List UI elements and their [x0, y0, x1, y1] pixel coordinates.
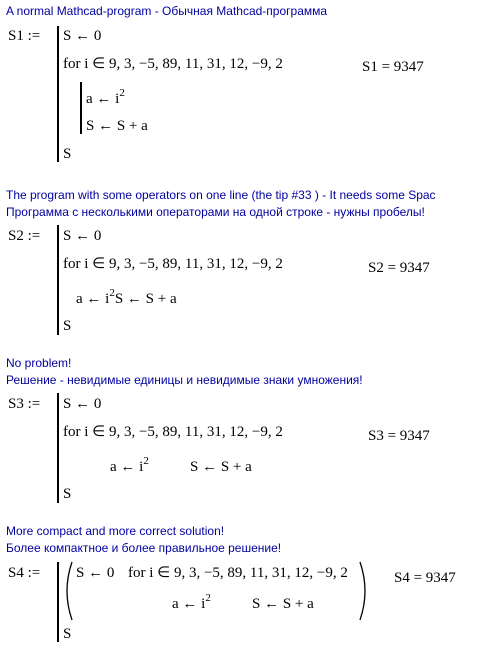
heading-normal-program: A normal Mathcad-program - Обычная Mathcad-программа [6, 4, 328, 18]
program-definition[interactable]: S2 := [8, 228, 41, 244]
program-bar [57, 225, 59, 335]
program-definition[interactable]: S4 := [8, 565, 41, 581]
program-line-assign-a[interactable]: a ← $i^2$ [172, 592, 211, 612]
program-line-combined[interactable]: a ← $i^2S$ ← S + a [76, 287, 177, 307]
heading-one-line-operators: The program with some operators on one line (the tip #33 ) - It needs some Spac [6, 188, 436, 202]
program-line-init[interactable]: S ← 0 [76, 565, 115, 581]
program-line-init[interactable]: S ← 0 [63, 396, 102, 412]
program-line-return[interactable]: S [63, 486, 72, 502]
program-line-return[interactable]: S [63, 146, 72, 162]
program-line-for[interactable]: for i ∈ 9, 3, −5, 89, 11, 31, 12, −9, 2 [63, 256, 283, 272]
program-line-return[interactable]: S [63, 318, 72, 334]
program-line-assign-a[interactable]: a ← $i^2$ [110, 455, 149, 475]
program-line-assign-s[interactable]: S ← S + a [252, 596, 314, 612]
program-line-assign-s[interactable]: S ← S + a [86, 118, 148, 134]
loop-body-bar [80, 82, 82, 134]
program-line-return[interactable]: S [63, 626, 72, 642]
program-bar [57, 562, 59, 642]
program-bar [57, 26, 59, 162]
program-line-for[interactable]: for i ∈ 9, 3, −5, 89, 11, 31, 12, −9, 2 [63, 424, 283, 440]
program-line-for[interactable]: for i ∈ 9, 3, −5, 89, 11, 31, 12, −9, 2 [128, 565, 348, 581]
right-paren-icon [358, 561, 372, 621]
heading-compact-solution: More compact and more correct solution! [6, 524, 225, 538]
program-definition[interactable]: S1 := [8, 28, 41, 44]
program-line-for[interactable]: for i ∈ 9, 3, −5, 89, 11, 31, 12, −9, 2 [63, 56, 283, 72]
heading-no-problem: No problem! [6, 356, 72, 370]
program-line-assign-s[interactable]: S ← S + a [190, 459, 252, 475]
program-definition[interactable]: S3 := [8, 396, 41, 412]
program-bar [57, 393, 59, 503]
heading-invisible-units: Решение - невидимые единицы и невидимые знаки умножения! [6, 373, 363, 387]
left-paren-icon [60, 561, 74, 621]
result-value[interactable]: S4 = 9347 [394, 570, 456, 586]
result-value[interactable]: S3 = 9347 [368, 428, 430, 444]
heading-one-line-operators-ru: Программа с несколькими операторами на одной строке - нужны пробелы! [6, 205, 425, 219]
program-line-init[interactable]: S ← 0 [63, 28, 102, 44]
program-line-assign-a[interactable]: a ← $i^2$ [86, 87, 125, 107]
result-value[interactable]: S1 = 9347 [362, 59, 424, 75]
program-line-init[interactable]: S ← 0 [63, 228, 102, 244]
heading-compact-solution-ru: Более компактное и более правильное решение! [6, 541, 282, 555]
result-value[interactable]: S2 = 9347 [368, 260, 430, 276]
